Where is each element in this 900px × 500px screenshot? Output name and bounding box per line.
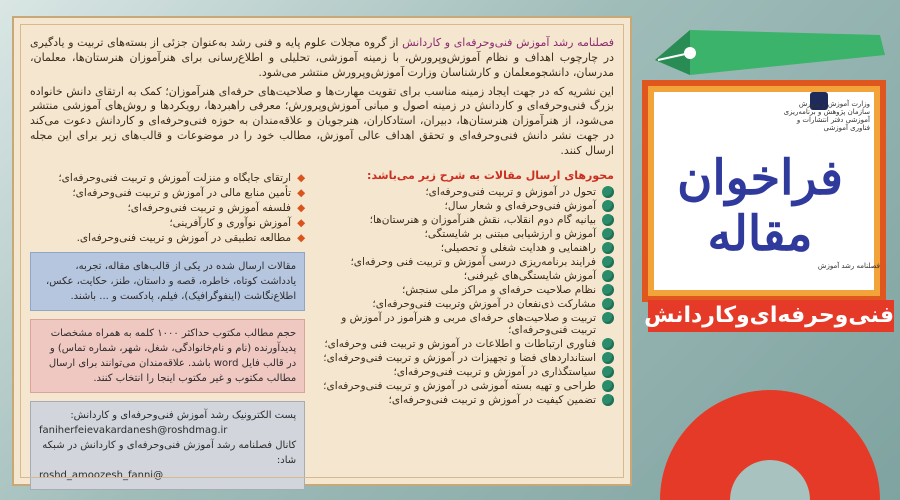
magazine-name-highlight: فصلنامه رشد آموزش فنی‌وحرفه‌ای و کاردانش [402,36,614,49]
org-name: وزارت آموزش و پرورش سازمان پژوهش و برنامه‌ریزی آموزشی دفتر انتشارات و فناوری آموزشی [783,100,870,132]
bullet-icon [602,380,614,392]
bullet-icon: ◆ [297,216,306,229]
bullet-icon [602,228,614,240]
bullet-icon [602,352,614,364]
channel-label: کانال فصلنامه رشد آموزش فنی‌وحرفه‌ای و کاردانش در شبکه شاد: [42,439,297,466]
goals-list [30,172,305,244]
bullet-icon [602,186,614,198]
bullet-icon [602,200,614,212]
list-item: آموزش شایستگی‌های غیرفنی؛ [319,270,614,282]
bullet-icon: ◆ [297,186,306,199]
bullet-icon [602,284,614,296]
list-item: تربیت و صلاحیت‌های حرفه‌ای مربی و هنرآموز در آموزش و تربیت فنی‌وحرفه‌ای؛ [319,312,614,336]
bullet-icon [602,214,614,226]
list-item: ◆ آموزش نوآوری و کارآفرینی؛ [169,216,306,229]
intro-text [30,36,614,159]
list-item: طراحی و تهیه بسته آموزشی در آموزش و تربیت فنی‌وحرفه‌ای؛ [319,380,614,392]
bullet-icon [602,256,614,268]
intro-paragraph-1: از گروه مجلات علوم پایه و فنی رشد به‌عنوان جزئی از بسته‌های تربیت و یادگیری در چارچوب اهداف و نظام آموزش‌وپرورش، با زمینه آموزشی، تحلیلی و اطلاع‌رسانی برای هنرآموزان هنرستان‌ها، معلمان، مدرسان، دانشجومعلمان و کارشناسان وزارت آموزش‌وپرورش منتشر می‌شود. [30,36,614,79]
bullet-icon: ◆ [297,171,306,184]
bullet-icon [602,270,614,282]
list-item: فرایند برنامه‌ریزی درسی آموزش و تربیت فنی وحرفه‌ای؛ [319,256,614,268]
topics-column [319,169,614,490]
list-item: مشارکت ذی‌نفعان در آموزش وتربیت فنی‌وحرفه‌ای؛ [319,298,614,310]
bullet-icon [602,298,614,310]
list-item: ◆ مطالعه تطبیقی در آموزش و تربیت فنی‌وحرفه‌ای. [76,231,306,244]
intro-paragraph-2: این نشریه که در جهت ایجاد زمینه مناسب برای تقویت مهارت‌ها و صلاحیت‌های حرفه‌ای هنرآموزان؛ کمک به ارتقای دانش خانواده بزرگ فنی‌وحرفه‌ای و کاردانش در زمینه اصول و مبانی آموزش‌وپرورش؛ معرفی راهبردها، رویکردها و روش‌های آموزشی منتشر می‌شود، از هنرآموزان هنرستان‌ها، دبیران، استادکاران، هنرجویان و علاقه‌مندان به حوزه فنی‌وحرفه‌ای و کاردانش دعوت می‌کند در جهت نشر دانش فنی‌وحرفه‌ای و تحقق اهداف عالی آموزش، مطالب خود را در موضوعات و قالب‌های زیر برای این مجله ارسال کنند. [30,84,614,157]
formats-box: مقالات ارسال شده در یکی از قالب‌های مقاله، تجربه، یادداشت کوتاه، خاطره، قصه و داستان، طنز، حکایت، عکس، اطلاع‌نگاشت (اینفوگرافیک)، فیلم، پادکست و ... باشند. [30,252,305,311]
contact-box [30,401,305,490]
list-item: راهنمایی و هدایت شغلی و تحصیلی؛ [319,242,614,254]
list-item: استانداردهای فضا و تجهیزات در آموزش و تربیت فنی‌وحرفه‌ای؛ [319,352,614,364]
list-item: تضمین کیفیت در آموزش و تربیت فنی‌وحرفه‌ای؛ [319,394,614,406]
call-for-papers-title: فراخوان مقاله [677,150,843,262]
length-box: حجم مطالب مکتوب حداکثر ۱۰۰۰ کلمه به همراه مشخصات پدیدآورنده (نام و نام‌خانوادگی، شغل، شهر، شماره تماس) و در قالب فایل word باشد. علاقه‌مندان می‌توانند برای ارسال مطالب مکتوب و غیر مکتوب اینجا را انتخاب کنند. [30,319,305,393]
content-panel [12,16,632,486]
list-item: تحول در آموزش و تربیت فنی‌وحرفه‌ای؛ [319,186,614,198]
list-item: آموزش فنی‌وحرفه‌ای و شعار سال؛ [319,200,614,212]
pen-nib-illustration [650,20,890,80]
email-label: پست الکترونیک رشد آموزش فنی‌وحرفه‌ای و کاردانش: [70,409,297,421]
list-item: بیانیه گام دوم انقلاب، نقش هنرآموزان و هنرستان‌ها؛ [319,214,614,226]
list-item: آموزش و ارزشیابی مبتنی بر شایستگی؛ [319,228,614,240]
email-link[interactable]: faniherfeievakardanesh@roshdmag.ir [39,424,228,436]
topics-title: محورهای ارسال مقالات به شرح زیر می‌باشد: [367,168,614,182]
topics-list [319,186,614,406]
magazine-banner: فنی‌وحرفه‌ای‌وکاردانش [648,300,894,332]
list-item: ◆ تأمین منابع مالی در آموزش و تربیت فنی‌وحرفه‌ای؛ [72,186,306,199]
list-item: سیاستگذاری در آموزش و تربیت فنی‌وحرفه‌ای؛ [319,366,614,378]
channel-link[interactable]: roshd_amoozesh_fanni@ [39,469,164,481]
bullet-icon [602,394,614,406]
bullet-icon [602,366,614,378]
magazine-name-small: فصلنامه رشد آموزش [817,262,880,270]
list-item: ◆ ارتقای جایگاه و منزلت آموزش و تربیت فنی‌وحرفه‌ای؛ [58,171,306,184]
bullet-icon [602,312,614,324]
list-item: نظام صلاحیت حرفه‌ای و مراکز ملی سنجش؛ [319,284,614,296]
bullet-icon [602,338,614,350]
list-item: ◆ فلسفه آموزش و تربیت فنی‌وحرفه‌ای؛ [127,201,306,214]
gear-icon [660,340,880,500]
bullet-icon: ◆ [297,231,306,244]
bullet-icon [602,242,614,254]
bullet-icon: ◆ [297,201,306,214]
list-item: فناوری ارتباطات و اطلاعات در آموزش و تربیت فنی وحرفه‌ای؛ [319,338,614,350]
goals-column [30,169,305,490]
